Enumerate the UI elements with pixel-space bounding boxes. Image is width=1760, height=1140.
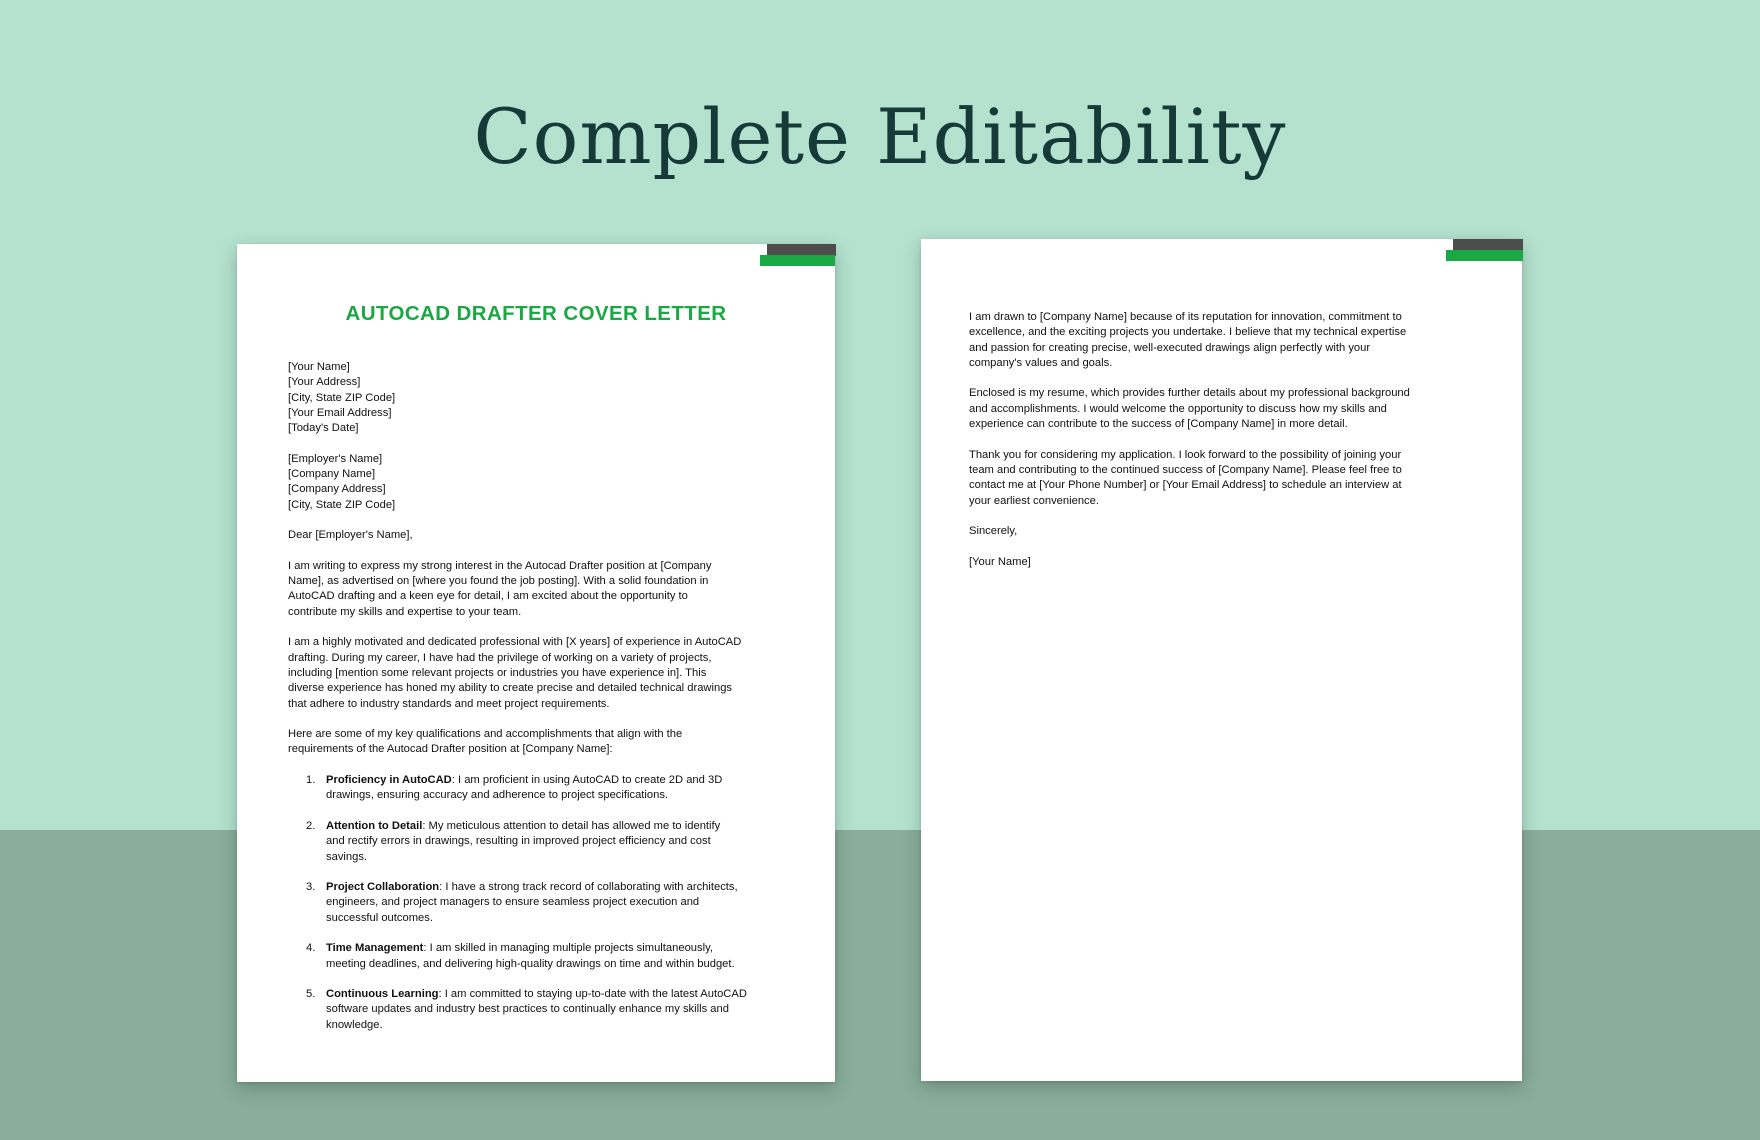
recipient-line: [City, State ZIP Code] [288,498,396,511]
qualification-title: Project Collaboration [326,881,440,894]
list-number: 2. [306,819,316,832]
text-line: I am writing to express my strong interest in the Autocad Drafter position at [Company [288,559,712,572]
text-line: company's values and goals. [969,356,1113,369]
salutation: Dear [Employer's Name], [288,529,413,542]
sender-line: [Your Address] [288,376,361,389]
qualification-text: : I am skilled in managing multiple projects simultaneously, [423,942,713,955]
letter-body-page-1 [288,360,778,1033]
qualification-text: : My meticulous attention to detail has allowed me to identify [422,819,721,832]
text-line: your earliest convenience. [969,494,1099,507]
text-line: drawings, ensuring accuracy and adherence to project specifications. [326,789,669,802]
text-line: and passion for creating precise, well-executed drawings align perfectly with your [969,341,1371,354]
text-line: drafting. During my career, I have had the privilege of working on a variety of projects, [288,651,712,664]
qualification-title: Continuous Learning [326,988,439,1001]
document-page-2 [921,239,1522,1081]
recipient-line: [Employer's Name] [288,452,383,465]
text-line: savings. [326,850,368,863]
text-line: knowledge. [326,1018,383,1031]
text-line: AutoCAD drafting and a keen eye for detail, I am excited about the opportunity to [288,590,688,603]
corner-tab-green [1446,250,1523,261]
sender-line: [City, State ZIP Code] [288,391,396,404]
text-line: contribute my skills and expertise to your team. [288,605,522,618]
text-line: excellence, and the exciting projects you undertake. I believe that my technical expertise [969,326,1407,339]
text-line: diverse experience has honed my ability to create precise and detailed technical drawings [288,682,733,695]
list-number: 4. [306,942,316,955]
sender-line: [Your Email Address] [288,406,392,419]
qualification-title: Proficiency in AutoCAD [326,774,452,787]
qualification-title: Time Management [326,942,424,955]
text-line: meeting deadlines, and delivering high-quality drawings on time and within budget. [326,957,735,970]
paragraph-intro [288,559,778,620]
sender-line: [Today's Date] [288,422,359,435]
document-title: AUTOCAD DRAFTER COVER LETTER [345,302,727,325]
text-line: requirements of the Autocad Drafter position at [Company Name]: [288,743,613,756]
qualification-text: : I am committed to staying up-to-date with the latest AutoCAD [438,988,747,1001]
text-line: and accomplishments. I would welcome the opportunity to discuss how my skills and [969,402,1387,415]
list-item [288,880,778,926]
paragraph-qualifications-intro [288,727,778,758]
paragraph-thanks [969,448,1449,509]
sender-block [288,360,778,436]
closing: Sincerely, [969,525,1018,538]
paragraph-company [969,310,1449,371]
letter-body-page-2 [969,310,1449,570]
text-line: that adhere to industry standards and meet project requirements. [288,697,610,710]
text-line: successful outcomes. [326,911,433,924]
text-line: engineers, and project managers to ensure seamless project execution and [326,896,700,909]
qualification-title: Attention to Detail [326,819,423,832]
text-line: I am a highly motivated and dedicated professional with [X years] of experience in AutoCAD [288,636,742,649]
text-line: contact me at [Your Phone Number] or [Your Email Address] to schedule an interview at [969,479,1402,492]
recipient-line: [Company Address] [288,483,386,496]
qualifications-list [288,773,778,1033]
list-number: 3. [306,881,316,894]
corner-tab-green [760,255,835,266]
list-item [288,941,778,972]
list-number: 5. [306,988,316,1001]
qualification-text: : I have a strong track record of collaborating with architects, [439,881,738,894]
text-line: and rectify errors in drawings, resulting in improved project efficiency and cost [326,835,711,848]
list-number: 1. [306,774,316,787]
document-page-1 [237,244,835,1082]
recipient-line: [Company Name] [288,468,376,481]
qualification-text: : I am proficient in using AutoCAD to create 2D and 3D [451,774,723,787]
paragraph-experience [288,635,778,711]
signature: [Your Name] [969,555,1031,568]
text-line: Thank you for considering my application. I look forward to the possibility of joining your [969,448,1402,461]
list-item [288,773,778,804]
headline: Complete Editability [473,92,1287,181]
text-line: experience can contribute to the success of [Company Name] in more detail. [969,418,1348,431]
text-line: including [mention some relevant projects or industries you have experience in]. This [288,666,707,679]
text-line: Enclosed is my resume, which provides further details about my professional background [969,387,1410,400]
paragraph-resume [969,386,1449,432]
sender-line: [Your Name] [288,361,350,373]
text-line: team and contributing to the continued success of [Company Name]. Please feel free to [969,463,1402,476]
text-line: I am drawn to [Company Name] because of its reputation for innovation, commitment to [969,311,1402,323]
recipient-block [288,452,778,513]
list-item [288,819,778,865]
text-line: software updates and industry best practices to continually enhance my skills and [326,1003,729,1016]
text-line: Here are some of my key qualifications and accomplishments that align with the [288,728,683,741]
list-item [288,987,778,1033]
text-line: Name], as advertised on [where you found the job posting]. With a solid foundation in [288,575,709,588]
